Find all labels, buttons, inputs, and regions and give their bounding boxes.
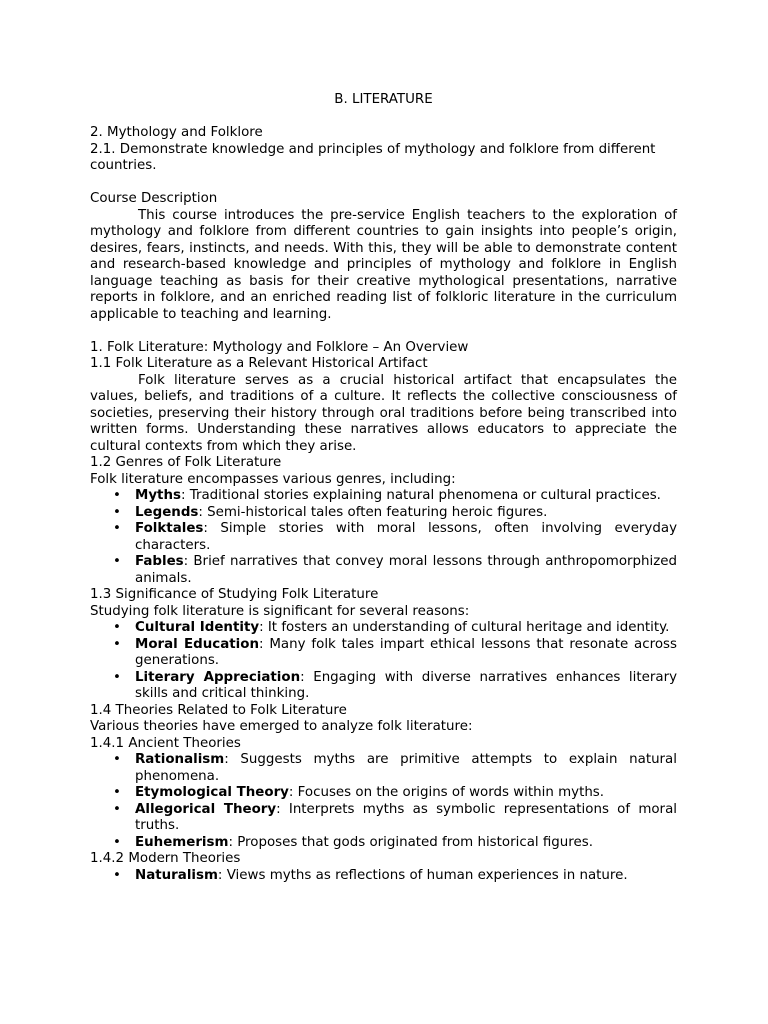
section-1-1-heading: 1.1 Folk Literature as a Relevant Historical Artifact [90, 356, 428, 371]
bullet-icon: • [113, 801, 121, 817]
spacer [90, 323, 677, 340]
bullet-icon: • [113, 834, 121, 850]
list-item-term: Etymological Theory [135, 785, 289, 800]
list-item-term: Myths [135, 488, 181, 503]
list-item-term: Fables [135, 554, 184, 569]
list-item [113, 834, 677, 852]
list-item-term: Cultural Identity [135, 620, 260, 635]
list-item-desc: : Interprets myths as symbolic representations of moral truths. [135, 801, 677, 833]
list-item-desc: : Many folk tales impart ethical lessons that resonate across generations. [135, 636, 677, 668]
page-title: B. LITERATURE [334, 92, 433, 107]
heading-mythology: 2. Mythology and Folklore [90, 125, 263, 140]
bullet-icon: • [113, 488, 121, 503]
spacer [90, 175, 677, 192]
bullet-icon: • [113, 867, 121, 883]
list-item [113, 801, 677, 835]
bullet-icon: • [113, 669, 121, 685]
list-item-term: Moral Education [135, 636, 259, 652]
list-item-desc: : Suggests myths are primitive attempts to explain natural phenomena. [135, 752, 677, 784]
list-item-desc: : Proposes that gods originated from historical figures. [228, 834, 593, 850]
list-item-term: Literary Appreciation [135, 669, 301, 685]
bullet-icon: • [113, 554, 121, 569]
list-item [113, 620, 677, 637]
list-item [113, 785, 677, 802]
modern-theories-list [90, 868, 677, 885]
section-1-3-heading: 1.3 Significance of Studying Folk Literature [90, 587, 379, 602]
course-description: This course introduces the pre-service English teachers to the exploration of mythology and folklore from different countries to gain insights into people’s origin, desires, fears, instincts, and needs. With this, they will be able to demonstrate content and research-based knowledge and principles of mythology and folklore in English language teaching as basis for their creative mythological presentations, narrative reports in folklore, and an enriched reading list of folkloric literature in the curriculum applicable to teaching and learning. [90, 207, 677, 322]
document-body [90, 92, 677, 884]
bullet-icon: • [113, 636, 121, 652]
list-item [113, 752, 677, 785]
list-item-term: Euhemerism [135, 834, 229, 850]
list-item [113, 504, 677, 522]
list-item-desc: : Views myths as reflections of human experiences in nature. [217, 867, 628, 883]
bullet-icon: • [113, 752, 121, 767]
list-item-desc: : Traditional stories explaining natural phenomena or cultural practices. [180, 488, 661, 503]
section-1-4-heading: 1.4 Theories Related to Folk Literature [90, 702, 347, 718]
list-item [113, 554, 677, 587]
list-item-desc: : Semi-historical tales often featuring heroic figures. [198, 504, 548, 520]
section-1-3-intro: Studying folk literature is significant for several reasons: [90, 603, 470, 619]
list-item [113, 669, 677, 703]
bullet-icon: • [113, 620, 121, 635]
list-item-term: Naturalism [135, 867, 218, 883]
course-description-label: Course Description [90, 191, 218, 206]
list-item [113, 521, 677, 554]
ancient-theories-list [90, 752, 677, 851]
bullet-icon: • [113, 785, 121, 800]
list-item-term: Legends [135, 504, 199, 520]
bullet-icon: • [113, 521, 121, 536]
list-item [113, 488, 677, 505]
section-1-2-intro: Folk literature encompasses various genres, including: [90, 471, 456, 487]
list-item-desc: : It fosters an understanding of cultural heritage and identity. [259, 620, 670, 635]
bullet-icon: • [113, 504, 121, 520]
section-1-4-2-heading: 1.4.2 Modern Theories [90, 851, 241, 866]
section-1-2-heading: 1.2 Genres of Folk Literature [90, 455, 282, 470]
genres-list [90, 488, 677, 587]
list-item-term: Folktales [135, 521, 204, 536]
section-1-4-1-heading: 1.4.1 Ancient Theories [90, 735, 241, 751]
list-item [113, 867, 677, 885]
section-1-4-intro: Various theories have emerged to analyze folk literature: [90, 719, 473, 734]
list-item-term: Rationalism [135, 752, 225, 767]
list-item-desc: : Simple stories with moral lessons, often involving everyday characters. [135, 521, 677, 553]
list-item-desc: : Brief narratives that convey moral lessons through anthropomorphized animals. [135, 554, 677, 586]
list-item-desc: : Engaging with diverse narratives enhances literary skills and critical thinking. [135, 669, 677, 701]
list-item-term: Allegorical Theory [135, 801, 277, 817]
list-item [113, 636, 677, 670]
section-1-heading: 1. Folk Literature: Mythology and Folklore – An Overview [90, 339, 469, 355]
section-1-1-body: Folk literature serves as a crucial historical artifact that encapsulates the values, beliefs, and traditions of a culture. It reflects the collective consciousness of societies, preserving their history through oral traditions before being transcribed into written forms. Understanding these narratives allows educators to appreciate the cultural contexts from which they arise. [90, 372, 677, 454]
spacer [90, 109, 677, 126]
list-item-desc: : Focuses on the origins of words within myths. [288, 785, 605, 800]
competency-text: 2.1. Demonstrate knowledge and principles of mythology and folklore from different countries. [90, 141, 656, 173]
significance-list [90, 620, 677, 703]
